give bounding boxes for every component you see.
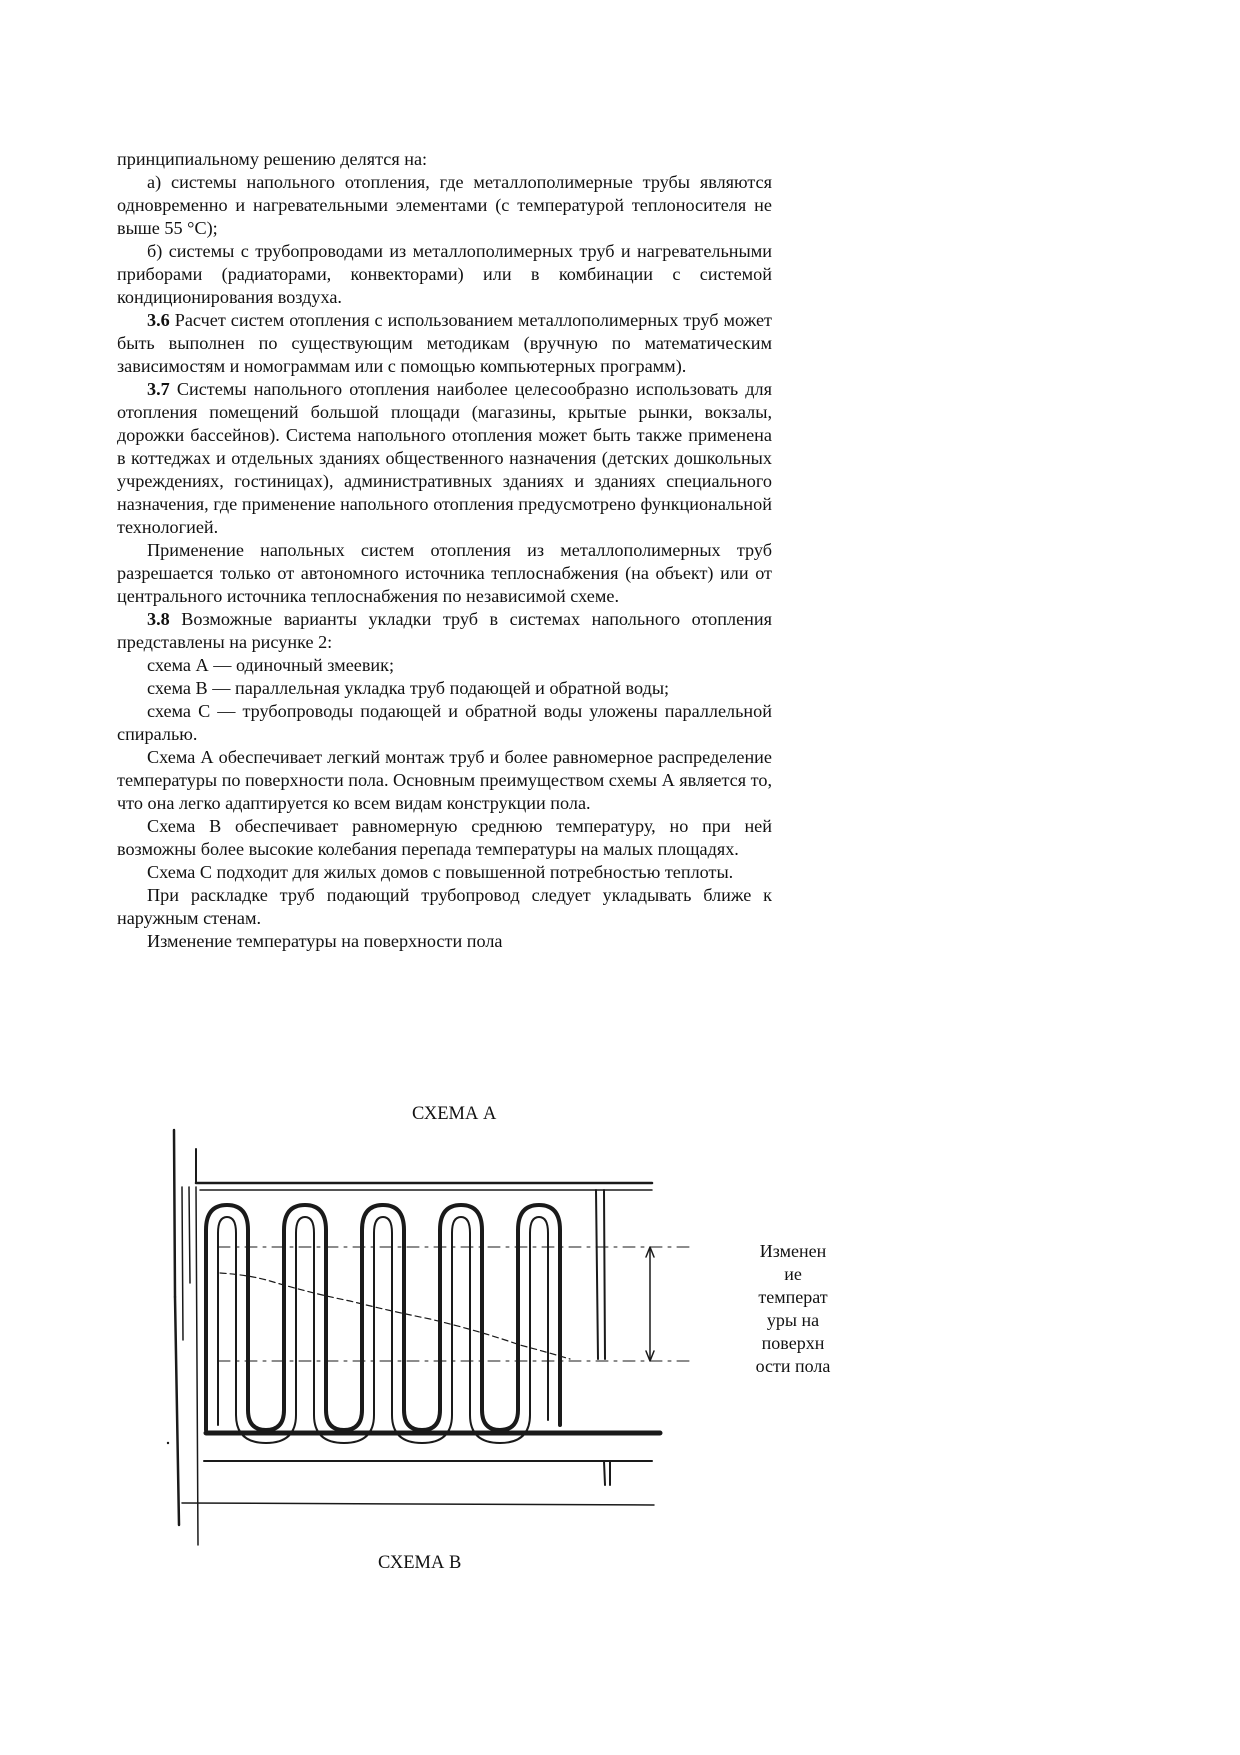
paragraph-11 (117, 815, 772, 861)
figure-caption-scheme-b: СХЕМА В (378, 1553, 462, 1573)
wall-line-inner-2 (189, 1187, 190, 1283)
partition-right (604, 1190, 605, 1359)
scan-speck (167, 1442, 169, 1444)
floor-line (182, 1503, 654, 1505)
paragraph-9 (117, 700, 772, 746)
paragraph-text: Изменение температуры на поверхности пола (147, 931, 503, 951)
paragraph-14 (117, 930, 772, 953)
paragraph-10 (117, 746, 772, 815)
temperature-change-label: Изменен ие температ уры на поверхн ости пола (755, 1241, 831, 1376)
paragraph-text: схема А — одиночный змеевик; (147, 655, 395, 675)
paragraph-text: Схема В обеспечивает равномерную среднюю температуру, но при ней возможны более высокие колебания перепада температуры на малых площадях. (117, 816, 772, 859)
paragraph-3 (117, 309, 772, 378)
partition-left (596, 1190, 598, 1359)
wall-line-inner (182, 1187, 183, 1340)
section-number: 3.8 (147, 609, 170, 629)
paragraph-4 (117, 378, 772, 539)
serpentine-pipe-outer (206, 1205, 560, 1430)
section-number: 3.7 (147, 379, 170, 399)
section-number: 3.6 (147, 310, 170, 330)
paragraph-text: Схема А обеспечивает легкий монтаж труб и более равномерное распределение температуры по поверхности пола. Основным преимуществом схемы А является то, что она легко адаптируется ко всем видам конструкции пола. (117, 747, 772, 813)
paragraph-2 (117, 240, 772, 309)
paragraph-text: а) системы напольного отопления, где металлополимерные трубы являются одновременно и нагревательными элементами (с температурой теплоносителя не выше 55 °С); (117, 172, 772, 238)
paragraph-text: Расчет систем отопления с использованием металлополимерных труб может быть выполнен по существующим методикам (вручную по математическим зависимостям и номограммам или с помощью компьютерных программ). (117, 310, 772, 376)
paragraph-text: При раскладке труб подающий трубопровод следует укладывать ближе к наружным стенам. (117, 885, 772, 928)
paragraph-text: схема В — параллельная укладка труб подающей и обратной воды; (147, 678, 670, 698)
figure-caption-scheme-a: СХЕМА А (412, 1104, 497, 1124)
paragraph-12 (117, 861, 772, 884)
paragraph-13 (117, 884, 772, 930)
paragraph-text: б) системы с трубопроводами из металлополимерных труб и нагревательными приборами (радиаторами, конвекторами) или в комбинации с системой кондиционирования воздуха. (117, 241, 772, 307)
paragraph-text: Схема С подходит для жилых домов с повышенной потребностью теплоты. (147, 862, 734, 882)
serpentine-pipe-inner (218, 1217, 548, 1443)
paragraph-5 (117, 539, 772, 608)
paragraph-text: принципиальному решению делятся на: (117, 149, 428, 169)
paragraph-text: схема С — трубопроводы подающей и обратной воды уложены параллельной спиралью. (117, 701, 772, 744)
paragraph-1 (117, 171, 772, 240)
paragraph-text: Возможные варианты укладки труб в системах напольного отопления представлены на рисунке 2: (117, 609, 772, 652)
riser-left (604, 1461, 605, 1485)
wall-line-outer-lower (175, 1297, 179, 1525)
paragraph-7 (117, 654, 772, 677)
paragraph-0 (117, 148, 772, 171)
body-text (117, 148, 772, 953)
paragraph-8 (117, 677, 772, 700)
wall-line-inner-3 (196, 1187, 198, 1545)
paragraph-text: Системы напольного отопления наиболее целесообразно использовать для отопления помещений большой площади (магазины, крытые рынки, вокзалы, дорожки бассейнов). Система напольного отопления может быть также применена в коттеджах и отдельных зданиях общественного назначения (детских дошкольных учреждениях, гостиницах), административных зданиях и зданиях специального назначения, где применение напольного отопления предусмотрено функциональной технологией. (117, 379, 772, 537)
wall-line-outer (174, 1130, 175, 1297)
paragraph-text: Применение напольных систем отопления из металлополимерных труб разрешается только от автономного источника теплоснабжения (на объект) или от центрального источника теплоснабжения по независимой схеме. (117, 540, 772, 606)
paragraph-6 (117, 608, 772, 654)
pipe-layout-diagram (160, 1125, 700, 1565)
